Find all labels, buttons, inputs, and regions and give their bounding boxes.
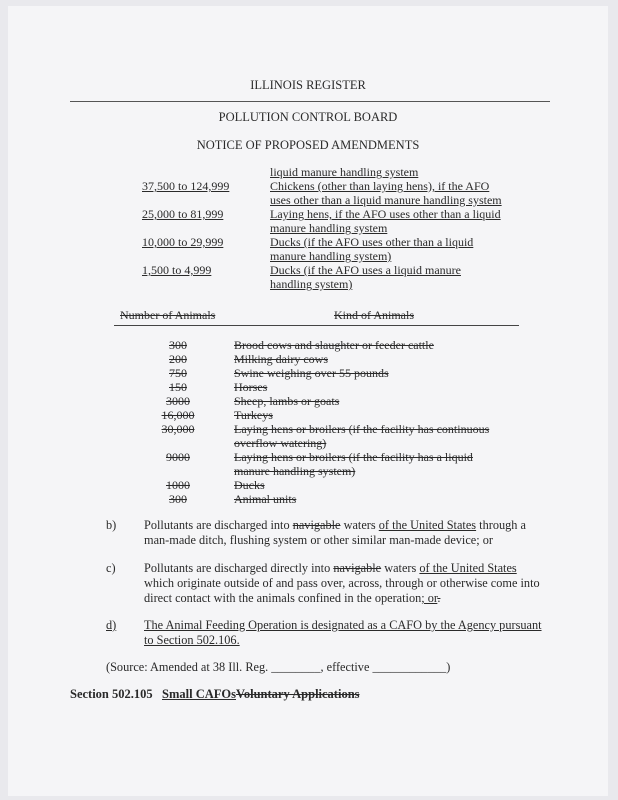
struck-number: 3000 [166, 394, 190, 408]
struck-number: 750 [169, 366, 187, 380]
row-kind: Ducks (if the AFO uses a liquid manure [270, 263, 461, 277]
column-header-number: Number of Animals [120, 308, 216, 322]
struck-number: 30,000 [161, 422, 195, 436]
row-kind-cont: handling system) [270, 277, 353, 291]
section-heading: Section 502.105 Small CAFOsVoluntary Applications [70, 687, 360, 701]
row-kind-cont: uses other than a liquid manure handling system [270, 193, 502, 207]
paragraph-d-line1: The Animal Feeding Operation is designated as a CAFO by the Agency pursuant [144, 618, 542, 632]
row-kind: Ducks (if the AFO uses other than a liquid [270, 235, 474, 249]
item-label-b: b) [106, 518, 117, 532]
struck-kind: Ducks [234, 478, 265, 492]
struck-kind: Turkeys [234, 408, 273, 422]
struck-number: 300 [169, 338, 187, 352]
struck-kind: Laying hens or broilers (if the facility has continuous [234, 422, 490, 436]
item-label-c: c) [106, 561, 116, 575]
item-label-d: d) [106, 618, 117, 632]
struck-kind: Brood cows and slaughter or feeder cattle [234, 338, 434, 352]
row-number: 1,500 to 4,999 [142, 263, 212, 277]
row-number: 25,000 to 81,999 [142, 207, 224, 221]
struck-number: 1000 [166, 478, 190, 492]
row-kind: Laying hens, if the AFO uses other than a liquid [270, 207, 501, 221]
row-number: 10,000 to 29,999 [142, 235, 224, 249]
row-number: 37,500 to 124,999 [142, 179, 230, 193]
row-kind-cont: manure handling system) [270, 249, 392, 263]
struck-kind: Laying hens or broilers (if the facility has a liquid [234, 450, 473, 464]
paragraph-c-line1: Pollutants are discharged directly into navigable waters of the United States [144, 561, 517, 575]
source-note: (Source: Amended at 38 Ill. Reg. ________, effective ____________) [106, 660, 451, 674]
table-rule [114, 325, 519, 326]
paragraph-b-line2: man-made ditch, flushing system or other similar man-made device; or [144, 533, 493, 547]
board-title: POLLUTION CONTROL BOARD [218, 110, 398, 124]
register-title: ILLINOIS REGISTER [250, 78, 366, 92]
struck-kind-cont: manure handling system) [234, 464, 356, 478]
struck-kind: Horses [234, 380, 268, 394]
struck-kind: Animal units [234, 492, 297, 506]
paragraph-c-line2: which originate outside of and pass over, across, through or otherwise come into [144, 576, 540, 590]
document-page [8, 6, 608, 796]
header-rule [70, 101, 550, 102]
table-continued: liquid manure handling system [270, 165, 419, 179]
struck-number: 150 [169, 380, 187, 394]
struck-kind: Swine weighing over 55 pounds [234, 366, 389, 380]
paragraph-b-line1: Pollutants are discharged into navigable waters of the United States through a [144, 518, 526, 532]
struck-kind: Milking dairy cows [234, 352, 328, 366]
row-kind-cont: manure handling system [270, 221, 388, 235]
paragraph-c-line3: direct contact with the animals confined in the operation; or. [144, 591, 441, 605]
notice-title: NOTICE OF PROPOSED AMENDMENTS [196, 138, 420, 152]
struck-number: 16,000 [161, 408, 195, 422]
struck-kind-cont: overflow watering) [234, 436, 327, 450]
struck-number: 300 [169, 492, 187, 506]
column-header-kind: Kind of Animals [334, 308, 414, 322]
paragraph-d-line2: to Section 502.106. [144, 633, 240, 647]
struck-number: 200 [169, 352, 187, 366]
struck-kind: Sheep, lambs or goats [234, 394, 340, 408]
row-kind: Chickens (other than laying hens), if the AFO [270, 179, 490, 193]
struck-number: 9000 [166, 450, 190, 464]
